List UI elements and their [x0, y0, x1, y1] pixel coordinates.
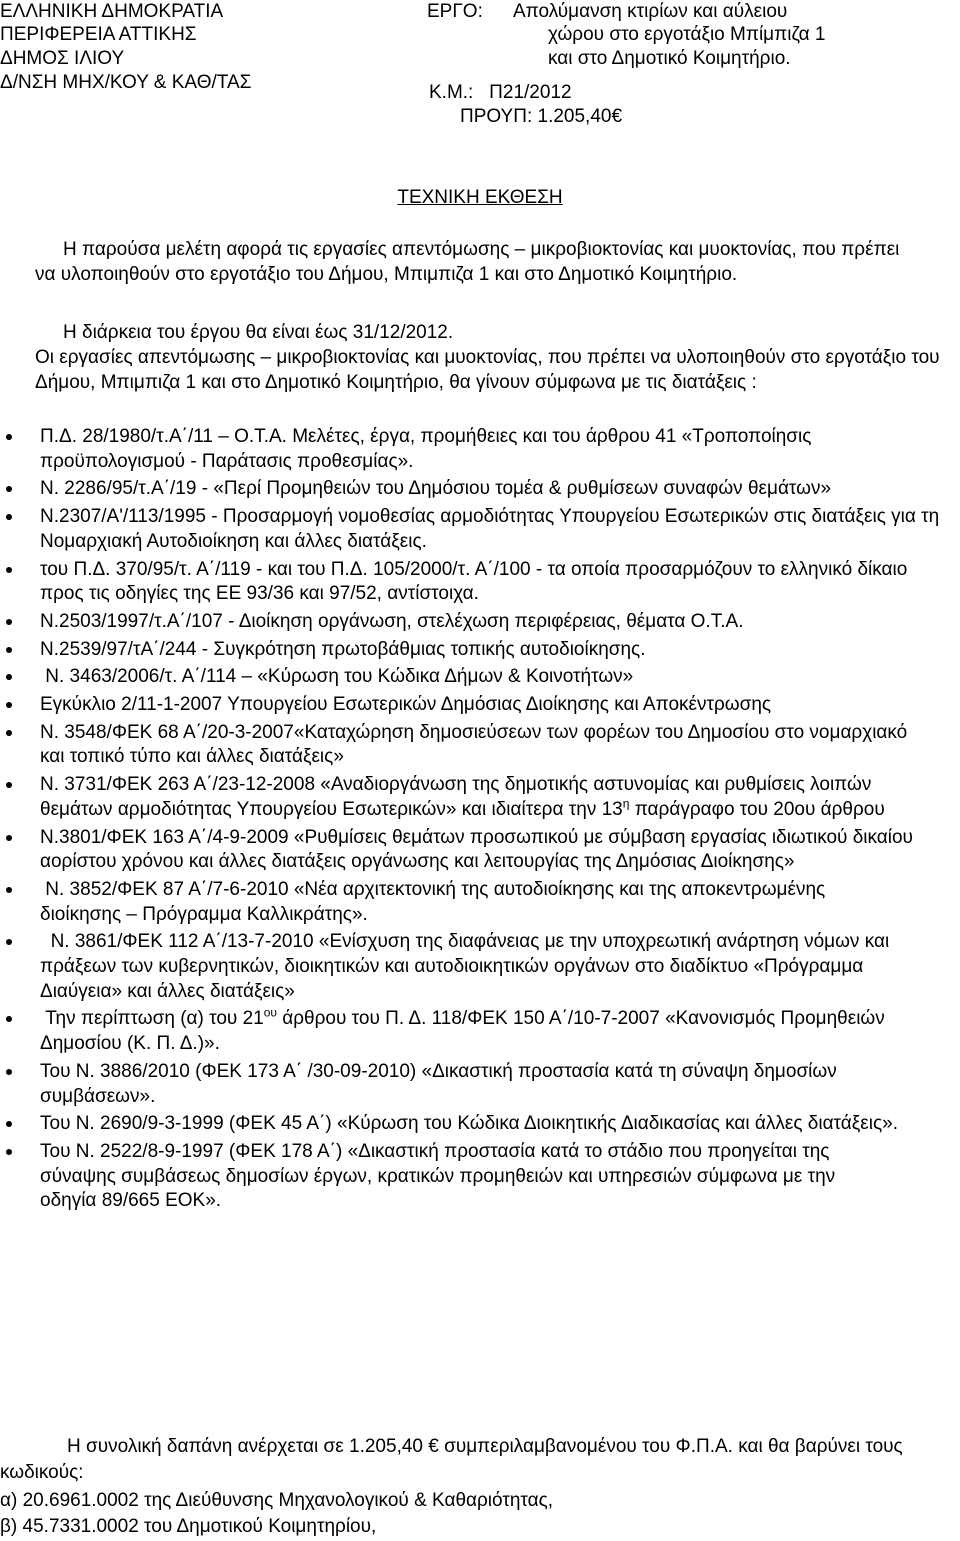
- list-item: του Π.Δ. 370/95/τ. Α΄/119 - και του Π.Δ. 105/2000/τ. Α΄/100 - τα οποία προσαρμόζουν το ελληνικό δίκαιο προς τις οδηγίες της ΕΕ 93/36 και 97/52, αντίστοιχα.: [0, 558, 960, 607]
- list-item: Την περίπτωση (α) του $21^{o\upsilon}$ άρθρου του Π. Δ. 118/ΦΕΚ 150 Α΄/10-7-2007 «Κανονισμός Προμηθειών Δημοσίου (Κ. Π. Δ.)».: [0, 1007, 960, 1056]
- budget: ΠΡΟΥΠ: 1.205,40€: [460, 106, 623, 127]
- legal-intro-paragraph: Οι εργασίες απεντόμωσης – μικροβιοκτονίας και μυοκτονίας, που πρέπει να υλοποιηθούν στο εργοτάξιο του Δήμου, Μπιμπιζα 1 και στο Δημοτικό Κοιμητήριο, θα γίνουν σύμφωνα με τις διατάξεις :: [35, 347, 940, 393]
- header-org-line-4: Δ/ΝΣΗ ΜΗΧ/ΚΟΥ & ΚΑΘ/ΤΑΣ: [0, 72, 252, 93]
- km-code: Κ.Μ.: Π21/2012: [429, 82, 572, 103]
- superscript: η: [622, 796, 630, 811]
- superscript: ου: [263, 1006, 277, 1021]
- list-item: Ν. 3861/ΦΕΚ 112 Α΄/13-7-2010 «Ενίσχυση της διαφάνειας με την υποχρεωτική ανάρτηση νόμων και πράξεων των κυβερνητικών, διοικητικών και αυτοδιοικητικών οργάνων στο διαδίκτυο «Πρόγραμμα Διαύγεια» και άλλες διατάξεις»: [0, 930, 960, 1004]
- list-item: Ν. 3463/2006/τ. Α΄/114 – «Κύρωση του Κώδικα Δήμων & Κοινοτήτων»: [0, 665, 960, 690]
- duration-paragraph: Η διάρκεια του έργου θα είναι έως 31/12/2012.: [63, 322, 454, 343]
- list-item: Ν.2307/Α'/113/1995 - Προσαρμογή νομοθεσίας αρμοδιότητας Υπουργείου Εσωτερικών στις διατάξεις για τη Νομαρχιακή Αυτοδιοίκηση και άλλες διατάξεις.: [0, 505, 960, 554]
- list-item: Του Ν. 2522/8-9-1997 (ΦΕΚ 178 Α΄) «Δικαστική προστασία κατά το στάδιο που προηγείται της σύναψης συμβάσεως δημοσίων έργων, κρατικών προμηθειών και υπηρεσιών σύμφωνα με την οδηγία 89/665 ΕΟΚ».: [0, 1140, 960, 1214]
- list-item: Ν.2503/1997/τ.Α΄/107 - Διοίκηση οργάνωση, στελέχωση περιφέρειας, θέματα Ο.Τ.Α.: [0, 610, 960, 635]
- project-line-1: Απολύμανση κτιρίων και αύλειου: [513, 1, 788, 22]
- list-item: Του Ν. 3886/2010 (ΦΕΚ 173 Α΄ /30-09-2010) «Δικαστική προστασία κατά τη σύναψη δημοσίων συμβάσεων».: [0, 1060, 960, 1109]
- header-org-line-3: ΔΗΜΟΣ ΙΛΙΟΥ: [0, 48, 125, 69]
- intro-paragraph: Η παρούσα μελέτη αφορά τις εργασίες απεντόμωσης – μικροβιοκτονίας και μυοκτονίας, που πρέπει να υλοποιηθούν στο εργοτάξιο του Δήμου, Μπιμπιζα 1 και στο Δημοτικό Κοιμητήριο.: [35, 239, 900, 285]
- list-item: Ν. 3852/ΦΕΚ 87 Α΄/7-6-2010 «Νέα αρχιτεκτονική της αυτοδιοίκησης και της αποκεντρωμένης διοίκησης – Πρόγραμμα Καλλικράτης».: [0, 878, 960, 927]
- list-item: Ν.2539/97/τΑ΄/244 - Συγκρότηση πρωτοβάθμιας τοπικής αυτοδιοίκησης.: [0, 638, 960, 663]
- budget-code-a: α) 20.6961.0002 της Διεύθυνσης Μηχανολογικού & Καθαριότητας,: [0, 1490, 554, 1511]
- list-item: Ν. 3731/ΦΕΚ 263 Α΄/23-12-2008 «Αναδιοργάνωση της δημοτικής αστυνομίας και ρυθμίσεις λοιπών θεμάτων αρμοδιότητας Υπουργείου Εσωτερικών» και ιδιαίτερα την $13^\eta$ παράγραφο του 20ου άρθρου: [0, 773, 960, 822]
- header-org-line-1: ΕΛΛΗΝΙΚΗ ΔΗΜΟΚΡΑΤΙΑ: [0, 1, 224, 22]
- list-item: Ν. 3548/ΦΕΚ 68 Α΄/20-3-2007«Καταχώρηση δημοσιεύσεων των φορέων του Δημοσίου στο νομαρχιακό και τοπικό τύπο και άλλες διατάξεις»: [0, 721, 960, 770]
- project-line-2: χώρου στο εργοτάξιο Μπίμπιζα 1: [548, 24, 826, 45]
- list-item: Εγκύκλιο 2/11-1-2007 Υπουργείου Εσωτερικών Δημόσιας Διοίκησης και Αποκέντρωσης: [0, 693, 960, 718]
- list-item: Του Ν. 2690/9-3-1999 (ΦΕΚ 45 Α΄) «Κύρωση του Κώδικα Διοικητικής Διαδικασίας και άλλες διατάξεις».: [0, 1112, 960, 1137]
- header-org-line-2: ΠΕΡΙΦΕΡΕΙΑ ΑΤΤΙΚΗΣ: [0, 24, 197, 45]
- project-label: ΕΡΓΟ:: [427, 1, 483, 22]
- list-item: Ν. 2286/95/τ.Α΄/19 - «Περί Προμηθειών του Δημόσιου τομέα & ρυθμίσεων συναφών θεμάτων»: [0, 477, 960, 502]
- project-line-3: και στο Δημοτικό Κοιμητήριο.: [548, 48, 791, 69]
- budget-code-b: β) 45.7331.0002 του Δημοτικού Κοιμητηρίου,: [0, 1516, 377, 1537]
- legislation-list: [0, 425, 960, 1217]
- list-item: Ν.3801/ΦΕΚ 163 Α΄/4-9-2009 «Ρυθμίσεις θεμάτων προσωπικού με σύμβαση εργασίας ιδιωτικού δικαίου αορίστου χρόνου και άλλες διατάξεις οργάνωσης και λειτουργίας της Δημόσιας Διοίκησης»: [0, 826, 960, 875]
- list-item: Π.Δ. 28/1980/τ.Α΄/11 – Ο.Τ.Α. Μελέτες, έργα, προμήθειες και του άρθρου 41 «Τροποποίησις προϋπολογισμού - Παράτασις προθεσμίας».: [0, 425, 960, 474]
- cost-paragraph: Η συνολική δαπάνη ανέρχεται σε 1.205,40 € συμπεριλαμβανομένου του Φ.Π.Α. και θα βαρύνει τους κωδικούς:: [0, 1436, 903, 1483]
- page-title: ΤΕΧΝΙΚΗ ΕΚΘΕΣΗ: [397, 187, 563, 208]
